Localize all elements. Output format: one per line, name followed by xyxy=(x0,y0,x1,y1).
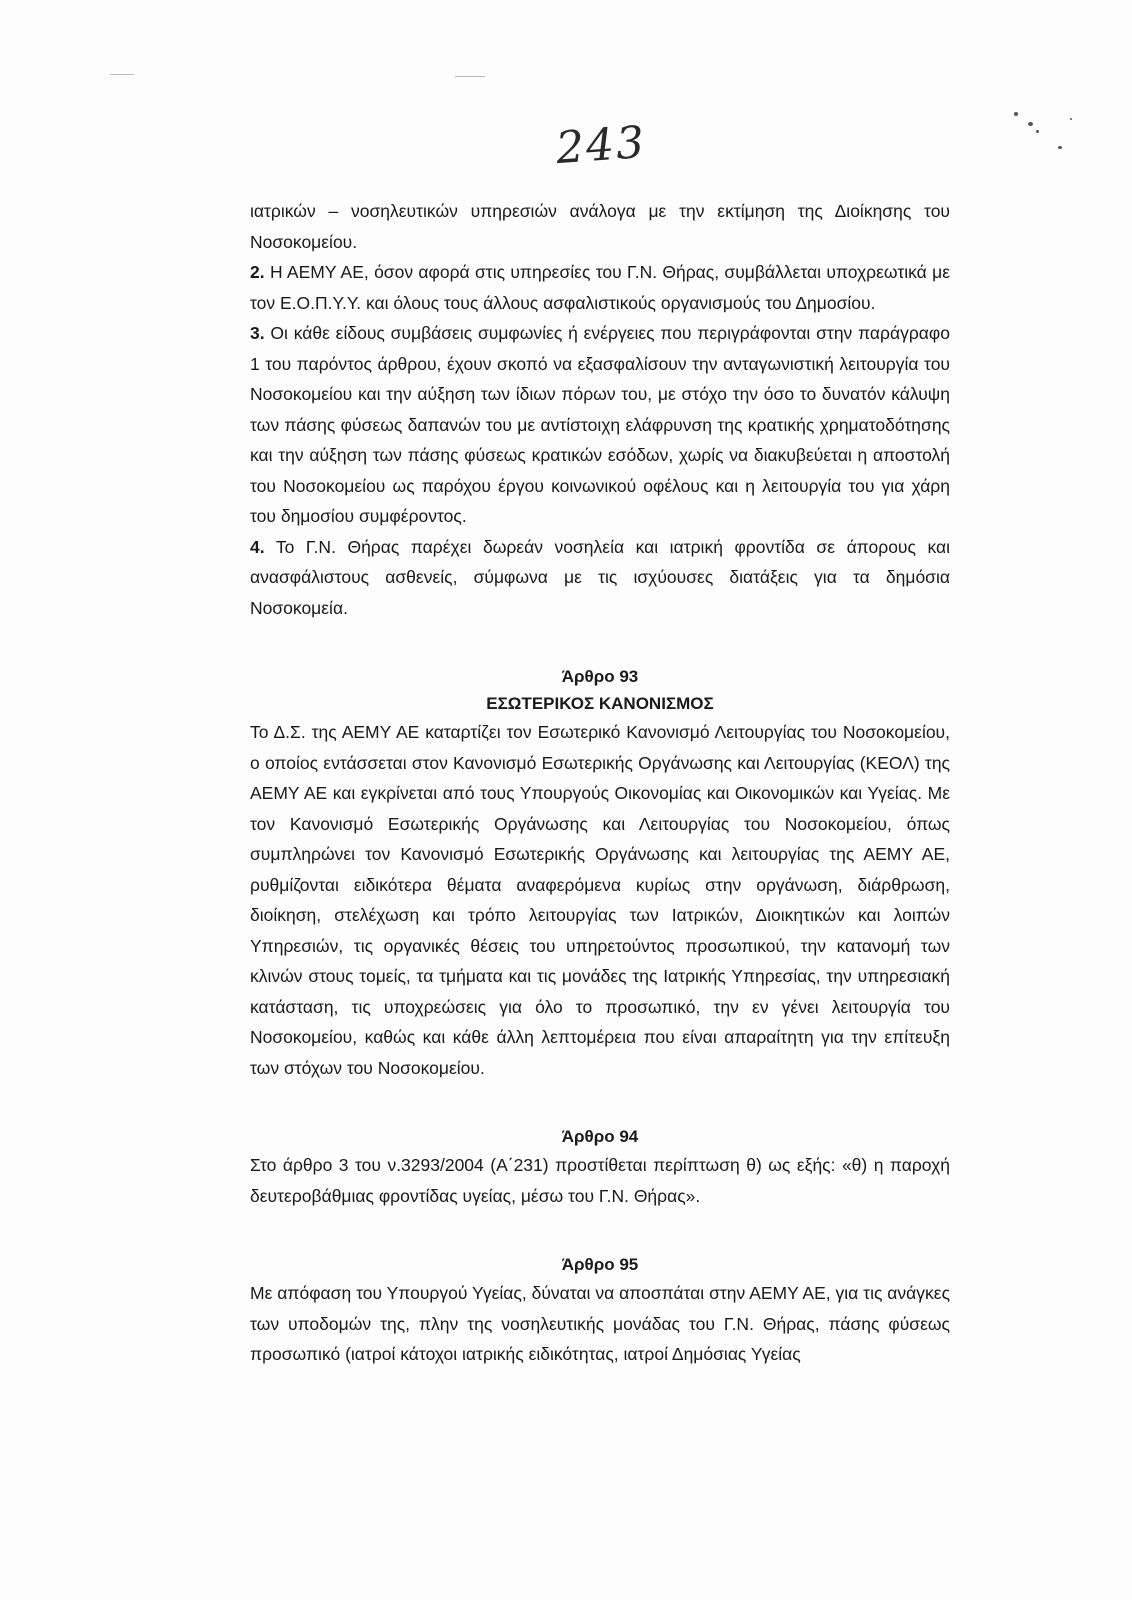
paragraph-text: Η ΑΕΜΥ ΑΕ, όσον αφορά στις υπηρεσίες του Γ.Ν. Θήρας, συμβάλλεται υποχρεωτικά με τον Ε.Ο.Π.Υ.Υ. και όλους τους άλλους ασφαλιστικούς οργανισμούς του Δημοσίου. xyxy=(250,262,950,313)
paragraph-3 xyxy=(250,318,950,532)
article-95-text: Με απόφαση του Υπουργού Υγείας, δύναται να αποσπάται στην ΑΕΜΥ ΑΕ, για τις ανάγκες των υποδομών της, πλην της νοσηλευτικής μονάδας του Γ.Ν. Θήρας, πάσης φύσεως προσωπικό (ιατροί κάτοχοι ιατρικής ειδικότητας, ιατροί Δημόσιας Υγείας xyxy=(250,1283,950,1364)
document-body xyxy=(250,196,950,1370)
scan-speck xyxy=(1036,130,1039,133)
scan-speck xyxy=(1014,112,1018,116)
article-93-heading: Άρθρο 93 xyxy=(561,667,639,686)
paragraph-number: 4. xyxy=(250,536,265,557)
article-93-text: Το Δ.Σ. της ΑΕΜΥ ΑΕ καταρτίζει τον Εσωτερικό Κανονισμό Λειτουργίας του Νοσοκομείου, ο οποίος εντάσσεται στον Κανονισμό Εσωτερικής Οργάνωσης και Λειτουργίας (ΚΕΟΛ) της ΑΕΜΥ ΑΕ και εγκρίνεται από τους Υπουργούς Οικονομίας και Οικονομικών και Υγείας. Με τον Κανονισμό Εσωτερικής Οργάνωσης και Λειτουργίας του Νοσοκομείου, όπως συμπληρώνει τον Κανονισμό Εσωτερικής Οργάνωσης και λειτουργίας της ΑΕΜΥ ΑΕ, ρυθμίζονται ειδικότερα θέματα αναφερόμενα κυρίως στην οργάνωση, διάρθρωση, διοίκηση, στελέχωση και τρόπο λειτουργίας των Ιατρικών, Διοικητικών και λοιπών Υπηρεσιών, τις οργανικές θέσεις του υπηρετούντος προσωπικού, την κατανομή των κλινών στους τομείς, τα τμήματα και τις μονάδες της Ιατρικής Υπηρεσίας, την υπηρεσιακή κατάσταση, τις υποχρεώσεις για όλο το προσωπικό, την εν γένει λειτουργία του Νοσοκομείου, καθώς και κάθε άλλη λεπτομέρεια που είναι απαραίτητη για την επίτευξη των στόχων του Νοσοκομείου. xyxy=(250,722,950,1078)
paragraph-text: ιατρικών – νοσηλευτικών υπηρεσιών ανάλογα με την εκτίμηση της Διοίκησης του Νοσοκομείου. xyxy=(250,201,950,252)
scan-mark xyxy=(110,74,134,75)
scan-speck xyxy=(1070,118,1072,120)
paragraph-number: 2. xyxy=(250,262,265,282)
paragraph-text: Οι κάθε είδους συμβάσεις συμφωνίες ή ενέργειες που περιγράφονται στην παράγραφο 1 του παρόντος άρθρου, έχουν σκοπό να εξασφαλίσουν την ανταγωνιστική λειτουργία του Νοσοκομείου και την αύξηση των ίδιων πόρων του, με στόχο την όσο το δυνατόν κάλυψη των πάσης φύσεως δαπανών του με αντίστοιχη ελάφρυνση της κρατικής χρηματοδότησης και την αύξηση των πάσης φύσεως κρατικών εσόδων, χωρίς να διακυβεύεται η αποστολή του Νοσοκομείου ως παρόχου έργου κοινωνικού οφέλους και η λειτουργία του για χάρη του δημοσίου συμφέροντος. xyxy=(250,323,950,526)
paragraph-number: 3. xyxy=(250,323,265,343)
scan-speck xyxy=(1028,122,1033,126)
paragraph-4 xyxy=(250,532,950,624)
article-94-text: Στο άρθρο 3 του ν.3293/2004 (Α΄231) προστίθεται περίπτωση θ) ως εξής: «θ) η παροχή δευτεροβάθμιας φροντίδας υγείας, μέσω του Γ.Ν. Θήρας». xyxy=(250,1155,950,1206)
article-94-heading: Άρθρο 94 xyxy=(561,1127,639,1146)
paragraph-text: Το Γ.Ν. Θήρας παρέχει δωρεάν νοσηλεία και ιατρική φροντίδα σε άπορους και ανασφάλιστους ασθενείς, σύμφωνα με τις ισχύουσες διατάξεις για τα δημόσια Νοσοκομεία. xyxy=(250,536,951,618)
scan-mark xyxy=(455,76,485,77)
scan-speck xyxy=(1058,146,1062,149)
article-95-heading: Άρθρο 95 xyxy=(561,1255,639,1274)
handwritten-page-number: 243 xyxy=(554,116,648,175)
paragraph-1-continuation xyxy=(250,196,950,257)
article-93-title: ΕΣΩΤΕΡΙΚΟΣ ΚΑΝΟΝΙΣΜΟΣ xyxy=(486,694,714,713)
paragraph-2 xyxy=(250,257,950,318)
